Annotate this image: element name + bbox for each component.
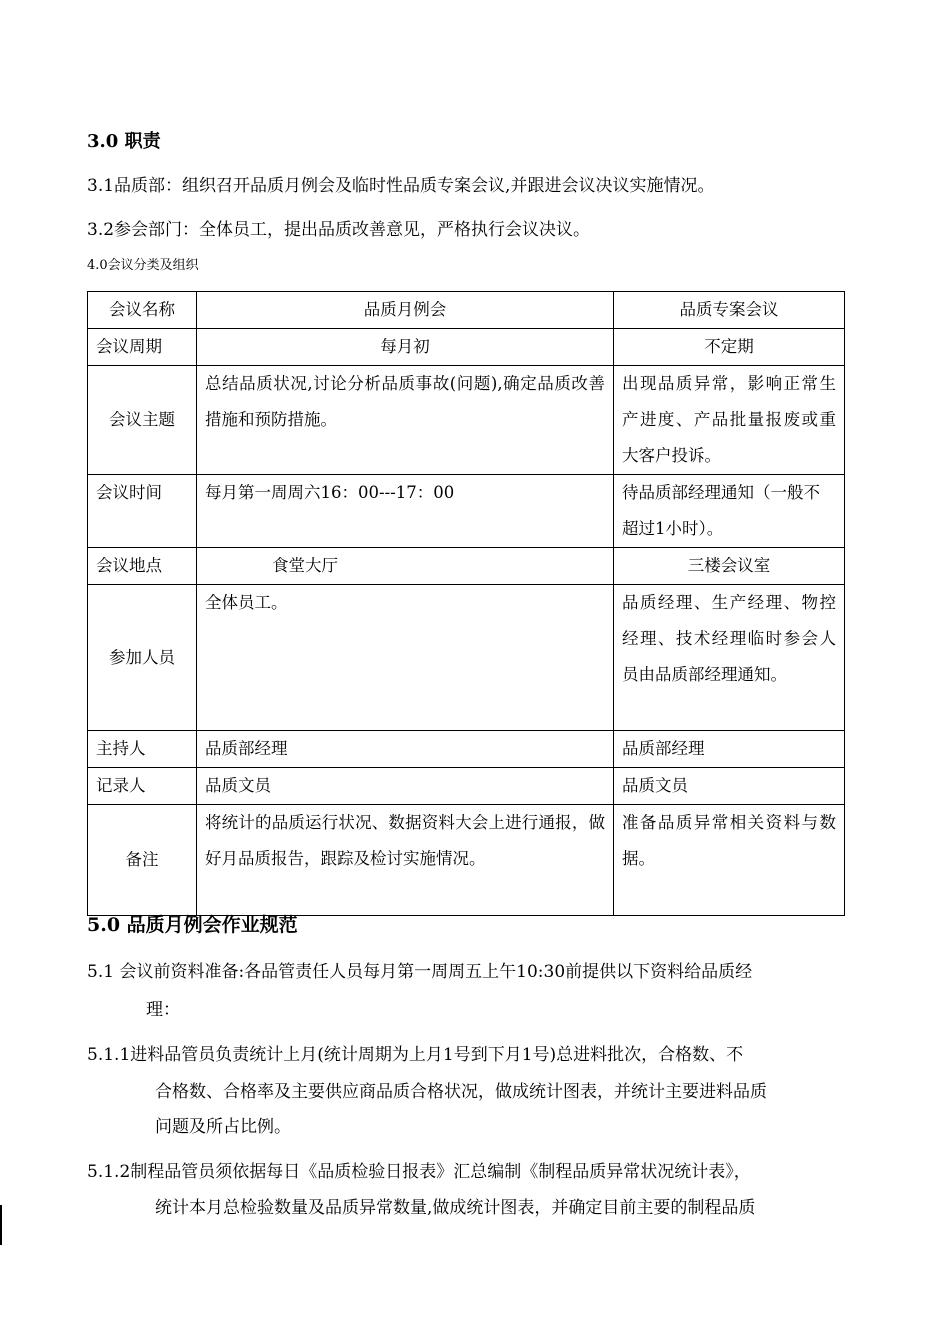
row-monthly-cell: 食堂大厅: [197, 548, 614, 585]
table-row: [88, 329, 845, 366]
row-special-cell: 三楼会议室: [614, 548, 845, 585]
row-monthly-cell: 每月第一周周六16：00---17：00: [197, 475, 614, 548]
section-5-1-line-1: 5.1 会议前资料准备:各品管责任人员每月第一周周五上午10:30前提供以下资料给品质经: [87, 962, 753, 982]
section-5-1-2-line-1: 5.1.2制程品管员须依据每日《品质检验日报表》汇总编制《制程品质异常状况统计表》，: [87, 1162, 751, 1182]
table-row: [88, 292, 845, 329]
table-header-monthly: 品质月例会: [197, 292, 614, 329]
row-special-cell: 品质经理、生产经理、物控经理、技术经理临时参会人员由品质部经理通知。: [614, 585, 845, 731]
row-special-cell: 出现品质异常，影响正常生产进度、产品批量报废或重大客户投诉。: [614, 366, 845, 475]
row-label: 主持人: [88, 731, 197, 768]
row-monthly-cell: 将统计的品质运行状况、数据资料大会上进行通报，做好月品质报告，跟踪及检讨实施情况。: [197, 805, 614, 916]
row-monthly-cell: 总结品质状况,讨论分析品质事故(问题),确定品质改善措施和预防措施。: [197, 366, 614, 475]
row-special-cell: 待品质部经理通知（一般不超过1小时）。: [614, 475, 845, 548]
row-label: 会议主题: [88, 366, 197, 475]
row-monthly-cell: 品质部经理: [197, 731, 614, 768]
row-label: 备注: [88, 805, 197, 916]
table-row: [88, 366, 845, 475]
page-edge-marker: [0, 1205, 2, 1245]
row-special-cell: 准备品质异常相关资料与数据。: [614, 805, 845, 916]
section-3-2-paragraph: 3.2参会部门：全体员工，提出品质改善意见，严格执行会议决议。: [87, 220, 591, 240]
row-special-cell: 品质文员: [614, 768, 845, 805]
table-header-label: 会议名称: [88, 292, 197, 329]
row-label: 会议地点: [88, 548, 197, 585]
row-monthly-cell: 全体员工。: [197, 585, 614, 731]
row-special-cell: 品质部经理: [614, 731, 845, 768]
table-row: [88, 548, 845, 585]
section-4-heading: 4.0会议分类及组织: [87, 258, 199, 273]
table-row: [88, 585, 845, 731]
section-3-1-paragraph: 3.1品质部：组织召开品质月例会及临时性品质专案会议,并跟进会议决议实施情况。: [87, 176, 715, 196]
section-5-1-2-line-2: 统计本月总检验数量及品质异常数量,做成统计图表，并确定目前主要的制程品质: [155, 1198, 756, 1218]
section-5-1-1-line-1: 5.1.1进料品管员负责统计上月(统计周期为上月1号到下月1号)总进料批次，合格数、不: [87, 1045, 744, 1065]
table-row: [88, 731, 845, 768]
meeting-table: [87, 291, 845, 916]
row-label: 会议周期: [88, 329, 197, 366]
section-5-heading: 5.0 品质月例会作业规范: [87, 914, 298, 936]
section-5-1-line-2: 理：: [146, 1000, 180, 1020]
table-row: [88, 805, 845, 916]
row-special-cell: 不定期: [614, 329, 845, 366]
table-header-special: 品质专案会议: [614, 292, 845, 329]
row-label: 会议时间: [88, 475, 197, 548]
row-label: 记录人: [88, 768, 197, 805]
section-5-1-1-line-3: 问题及所占比例。: [155, 1117, 291, 1137]
row-label: 参加人员: [88, 585, 197, 731]
table-row: [88, 768, 845, 805]
table-row: [88, 475, 845, 548]
section-3-heading: 3.0 职责: [87, 131, 161, 152]
row-monthly-cell: 品质文员: [197, 768, 614, 805]
row-monthly-cell: 每月初: [197, 329, 614, 366]
section-5-1-1-line-2: 合格数、合格率及主要供应商品质合格状况，做成统计图表，并统计主要进料品质: [155, 1082, 767, 1102]
